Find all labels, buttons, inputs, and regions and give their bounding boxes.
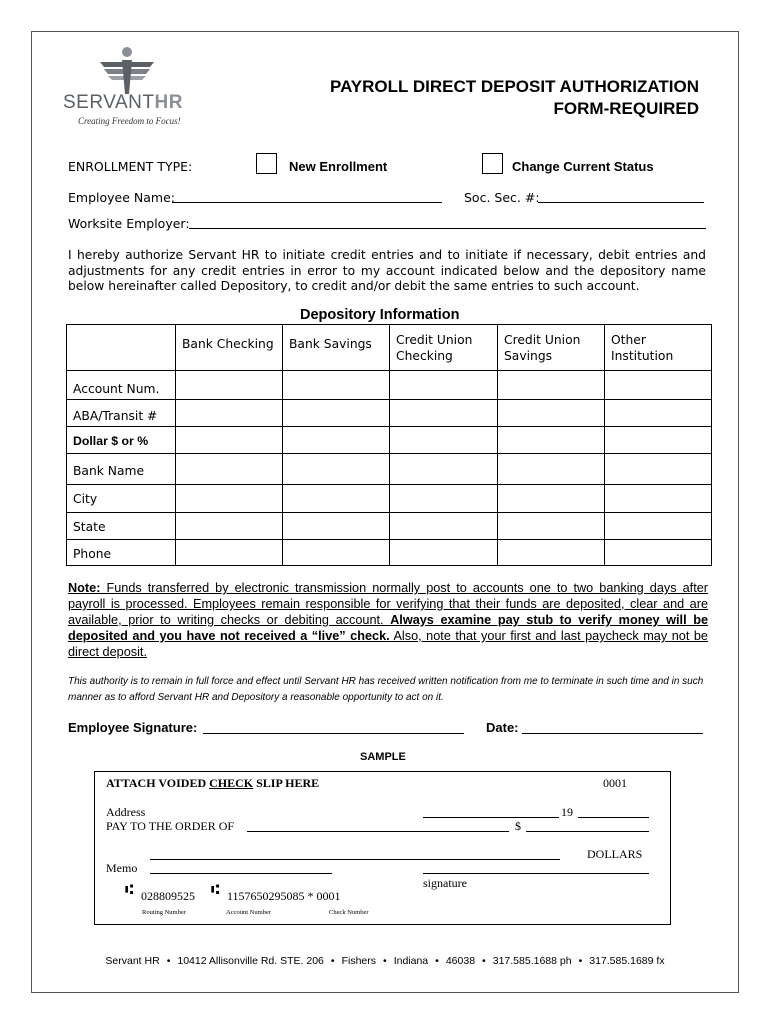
- depository-title: Depository Information: [300, 307, 460, 323]
- bullet-icon: •: [578, 955, 583, 967]
- bullet-icon: •: [383, 955, 387, 967]
- attach-text-c: SLIP HERE: [253, 776, 320, 790]
- change-status-label: Change Current Status: [512, 159, 654, 174]
- micr-symbol-icon: ⑆: [211, 883, 220, 898]
- check-date-line: [423, 817, 559, 818]
- new-enrollment-label: New Enrollment: [289, 159, 388, 174]
- footer-phone: 317.585.1688 ph: [492, 955, 572, 967]
- note-text-1: Funds transferred by electronic transmission normally post to accounts one to two banking days after payroll is processed. Employees remain responsible for verifying that their funds are deposited, clear and are available, prior to writing checks or debiting account.: [68, 581, 708, 627]
- account-number-label: Account Number: [226, 909, 271, 916]
- ssn-label: Soc. Sec. #:: [464, 190, 540, 205]
- date-label: Date:: [486, 720, 519, 735]
- row-divider: [67, 399, 711, 400]
- attach-check-heading: [106, 776, 319, 791]
- note-text-2: Also, note that your first and last paycheck may not be direct deposit.: [68, 629, 708, 659]
- column-header: Credit Union Savings: [504, 333, 581, 363]
- column-header: Bank Savings: [289, 337, 372, 351]
- amount-line: [526, 831, 649, 832]
- depository-table: [66, 324, 712, 566]
- row-label: City: [73, 492, 98, 506]
- check-number-label: Check Number: [329, 909, 369, 916]
- note-label: Note:: [68, 581, 101, 595]
- worksite-field[interactable]: [189, 228, 706, 229]
- amount-words-line: [150, 859, 560, 860]
- footer-fax: 317.585.1689 fx: [589, 955, 665, 967]
- column-header: Other Institution: [611, 333, 674, 363]
- footer-state: Indiana: [393, 955, 429, 967]
- footer-company: Servant HR: [105, 955, 160, 967]
- bullet-icon: •: [166, 955, 171, 967]
- row-divider: [67, 484, 711, 485]
- attach-text-a: ATTACH VOIDED: [106, 776, 210, 790]
- employee-name-field[interactable]: [172, 202, 442, 203]
- logo-figure-icon: [98, 46, 156, 96]
- row-label: Bank Name: [73, 464, 145, 478]
- row-divider: [67, 539, 711, 540]
- column-header: Bank Checking: [182, 337, 274, 351]
- note-bold-text: Always examine pay stub to verify money will be deposited and you have not received a “live” check.: [68, 613, 708, 643]
- new-enrollment-checkbox[interactable]: [256, 153, 277, 174]
- col-divider: [604, 325, 605, 565]
- pay-to-label: PAY TO THE ORDER OF: [106, 819, 235, 833]
- check-address-label: Address: [106, 805, 146, 819]
- change-status-checkbox[interactable]: [482, 153, 503, 174]
- bullet-icon: •: [330, 955, 335, 967]
- attach-text-b: CHECK: [209, 776, 254, 790]
- memo-label: Memo: [106, 861, 138, 875]
- col-divider: [497, 325, 498, 565]
- row-label: Phone: [73, 547, 112, 561]
- logo-brand-b: HR: [154, 92, 183, 113]
- authorization-paragraph: I hereby authorize Servant HR to initiate credit entries and to initiate if necessary, debit entries and adjustments for any credit entries in error to my account indicated below and the depository name below hereinafter called Depository, to credit and/or debit the same entries to such account.: [68, 248, 706, 293]
- row-label: Dollar $ or %: [73, 434, 149, 448]
- check-signature-label: signature: [423, 876, 467, 890]
- row-divider: [67, 453, 711, 454]
- col-divider: [175, 325, 176, 565]
- employee-signature-field[interactable]: [203, 733, 464, 734]
- logo-tagline: Creating Freedom to Focus!: [78, 116, 181, 126]
- bullet-icon: •: [482, 955, 486, 967]
- routing-number-label: Routing Number: [142, 909, 186, 916]
- check-number: 0001: [603, 776, 627, 790]
- memo-line: [150, 873, 332, 874]
- enrollment-type-label: ENROLLMENT TYPE:: [68, 159, 193, 174]
- dollar-sign: $: [515, 819, 521, 833]
- row-label: ABA/Transit #: [73, 409, 158, 423]
- form-title: [330, 76, 699, 120]
- footer-contact: [0, 955, 770, 967]
- col-divider: [389, 325, 390, 565]
- footer-zip: 46038: [445, 955, 476, 967]
- sample-label: SAMPLE: [360, 751, 406, 763]
- row-divider: [67, 426, 711, 427]
- note-paragraph: [68, 580, 708, 660]
- header-divider: [67, 370, 711, 371]
- dollars-label: DOLLARS: [587, 847, 643, 861]
- ssn-field[interactable]: [538, 202, 704, 203]
- column-header: Credit Union Checking: [396, 333, 473, 363]
- footer-city: Fishers: [341, 955, 377, 967]
- form-title-line2: FORM-REQUIRED: [553, 99, 699, 118]
- worksite-label: Worksite Employer:: [68, 216, 190, 231]
- footer-address: 10412 Allisonville Rd. STE. 206: [177, 955, 324, 967]
- employee-signature-label: Employee Signature:: [68, 720, 198, 735]
- pay-to-line: [247, 831, 509, 832]
- authority-paragraph: This authority is to remain in full force and effect until Servant HR has received written notification from me to terminate in such time and in such manner as to afford Servant HR and Depository a reasonable opportunity to act on it.: [68, 676, 704, 703]
- row-label: Account Num.: [73, 382, 160, 396]
- col-divider: [282, 325, 283, 565]
- row-divider: [67, 512, 711, 513]
- micr-symbol-icon: ⑆: [125, 883, 134, 898]
- date-field[interactable]: [522, 733, 703, 734]
- micr-routing: 028809525: [141, 889, 195, 903]
- check-year-line: [578, 817, 649, 818]
- bullet-icon: •: [435, 955, 439, 967]
- row-label: State: [73, 520, 106, 534]
- micr-account: 1157650295085 * 0001: [227, 889, 341, 903]
- sample-check: [94, 771, 671, 925]
- signature-line: [423, 873, 649, 874]
- form-title-line1: PAYROLL DIRECT DEPOSIT AUTHORIZATION: [330, 77, 699, 96]
- employee-name-label: Employee Name:: [68, 190, 175, 205]
- logo-brand-a: SERVANT: [63, 92, 155, 113]
- check-year: 19: [561, 805, 573, 819]
